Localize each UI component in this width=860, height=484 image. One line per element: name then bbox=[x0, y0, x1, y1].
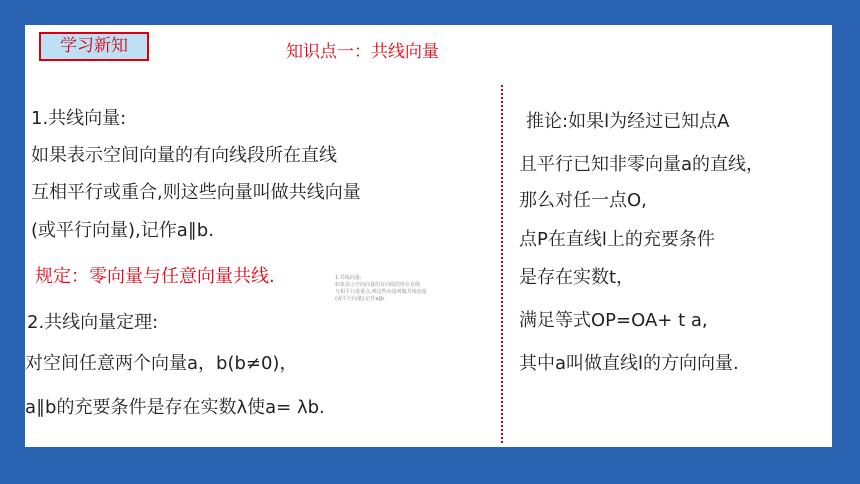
dotted-divider bbox=[501, 85, 503, 443]
corollary-line-7: 其中a叫做直线l的方向向量. bbox=[519, 353, 739, 374]
collinear-vector-title: 1.共线向量: bbox=[31, 108, 127, 129]
theorem-line-2: a∥b的充要条件是存在实数λ使a= λb. bbox=[25, 397, 325, 418]
definition-line-2: 互相平行或重合,则这些向量叫做共线向量 bbox=[31, 182, 361, 203]
thumbnail-line: 1.共线向量: bbox=[335, 275, 362, 281]
definition-line-3: (或平行向量),记作a∥b. bbox=[31, 220, 214, 241]
definition-line-1: 如果表示空间向量的有向线段所在直线 bbox=[31, 145, 337, 166]
corollary-line-2: 且平行已知非零向量a的直线， bbox=[519, 154, 765, 175]
corollary-line-1: 推论:如果l为经过已知点A bbox=[526, 111, 730, 132]
thumbnail-line: 互相平行或重合,则这些向量叫做共线向量 bbox=[335, 289, 427, 295]
thumbnail-line: (或平行向量),记作a∥b. bbox=[335, 296, 386, 302]
corollary-line-5: 是存在实数t， bbox=[519, 267, 635, 288]
corollary-line-3: 那么对任一点O, bbox=[519, 190, 647, 211]
content-panel bbox=[25, 25, 832, 447]
thumbnail-line: 如果表示空间向量的有向线段所在直线 bbox=[335, 282, 421, 288]
theorem-title: 2.共线向量定理: bbox=[27, 312, 159, 333]
slide-thumbnail bbox=[335, 275, 440, 320]
zero-vector-rule: 规定：零向量与任意向量共线. bbox=[35, 266, 275, 287]
section-tag: 学习新知 bbox=[39, 32, 149, 61]
slide-heading: 知识点一：共线向量 bbox=[286, 42, 439, 62]
corollary-line-6: 满足等式OP=OA+ t a, bbox=[519, 310, 708, 331]
corollary-line-4: 点P在直线l上的充要条件 bbox=[519, 229, 715, 250]
theorem-line-1: 对空间任意两个向量a，b(b≠0)， bbox=[25, 353, 298, 374]
